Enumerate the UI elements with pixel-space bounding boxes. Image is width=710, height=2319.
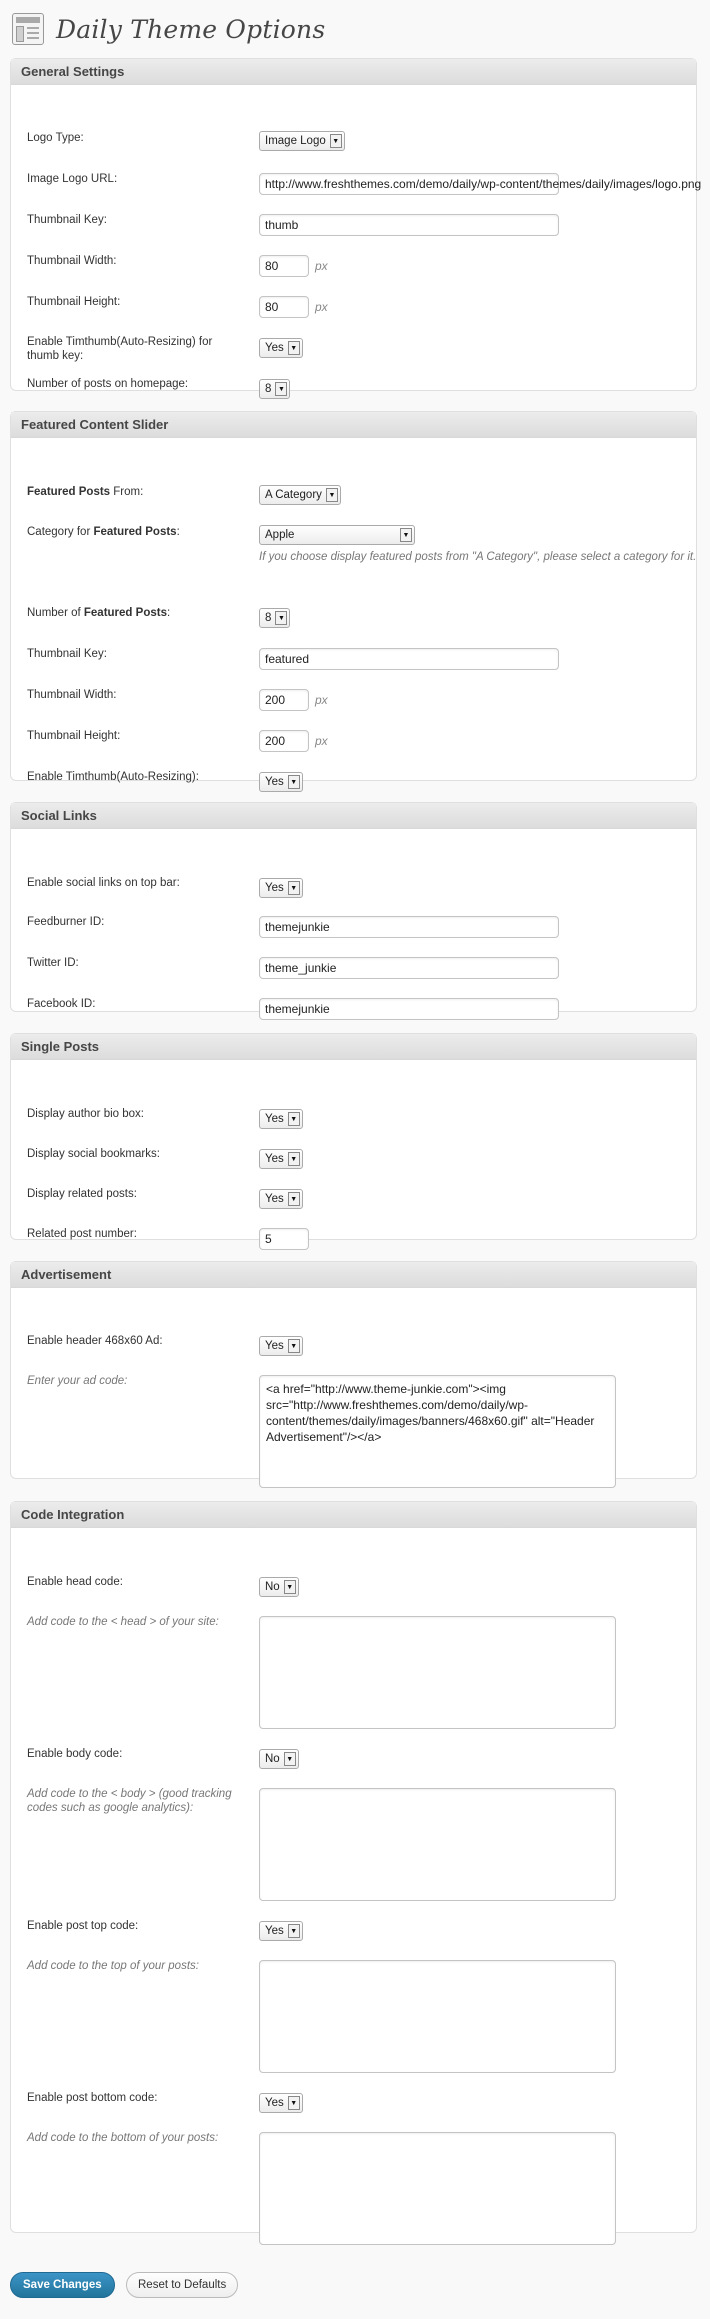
post-bottom-select[interactable]: Yes ▼ [259,2093,303,2113]
chevron-down-icon: ▼ [288,1112,300,1126]
chevron-down-icon: ▼ [288,881,300,895]
chevron-down-icon: ▼ [326,488,338,502]
body-code-textarea[interactable] [259,1788,616,1901]
head-code-enable-label: Enable head code: [27,1576,123,1588]
featured-thumb-height-label: Thumbnail Height: [27,730,121,742]
featured-slider-panel [10,411,697,788]
author-bio-select[interactable]: Yes ▼ [259,1109,303,1129]
thumb-height-input[interactable]: 80 [259,296,309,318]
featured-thumb-width-label: Thumbnail Width: [27,689,117,701]
logo-url-input[interactable]: http://www.freshthemes.com/demo/daily/wp-content/themes/daily/images/logo.png [259,173,559,195]
featured-thumb-height-input[interactable]: 200 [259,730,309,752]
related-number-input[interactable]: 5 [259,1228,309,1250]
chevron-down-icon: ▼ [288,775,300,789]
posts-homepage-label: Number of posts on homepage: [27,378,189,390]
header-ad-select[interactable]: Yes ▼ [259,1336,303,1356]
body-code-select[interactable]: No ▼ [259,1749,299,1769]
logo-type-select[interactable]: Image Logo ▼ [259,131,345,151]
head-code-select[interactable]: No ▼ [259,1577,299,1597]
social-links-panel [10,802,697,1016]
featured-number-select[interactable]: 8 ▼ [259,608,290,628]
post-top-enable-label: Enable post top code: [27,1920,139,1932]
chevron-down-icon: ▼ [275,382,287,396]
featured-thumb-width-input[interactable]: 200 [259,689,309,711]
social-enable-select[interactable]: Yes ▼ [259,878,303,898]
chevron-down-icon: ▼ [284,1580,296,1594]
page-title: Daily Theme Options [56,14,326,44]
featured-category-label: Category for Featured Posts: [27,526,180,538]
social-enable-label: Enable social links on top bar: [27,877,180,889]
chevron-down-icon: ▼ [330,134,342,148]
facebook-label: Facebook ID: [27,998,96,1010]
chevron-down-icon: ▼ [288,1339,300,1353]
thumb-key-label: Thumbnail Key: [27,214,107,226]
theme-options-icon [12,13,44,45]
panel-title: Code Integration [11,1502,696,1528]
timthumb-label: Enable Timthumb(Auto-Resizing) for thumb key: [27,336,213,362]
body-code-enable-label: Enable body code: [27,1748,123,1760]
category-help-text: If you choose display featured posts from "A Category", please select a category for it. [259,551,697,563]
chevron-down-icon: ▼ [400,528,412,542]
twitter-input[interactable]: theme_junkie [259,957,559,979]
related-posts-label: Display related posts: [27,1188,137,1200]
panel-title: Featured Content Slider [11,412,696,438]
social-bookmarks-select[interactable]: Yes ▼ [259,1149,303,1169]
timthumb-select[interactable]: Yes ▼ [259,338,303,358]
reset-defaults-button[interactable]: Reset to Defaults [126,2272,238,2298]
post-top-textarea[interactable] [259,1960,616,2073]
post-top-select[interactable]: Yes ▼ [259,1921,303,1941]
post-bottom-enable-label: Enable post bottom code: [27,2092,158,2104]
chevron-down-icon: ▼ [288,1152,300,1166]
code-integration-panel [10,1501,697,2233]
panel-title: Advertisement [11,1262,696,1288]
post-bottom-textarea[interactable] [259,2132,616,2245]
ad-code-textarea[interactable]: <a href="http://www.theme-junkie.com"><img src="http://www.freshthemes.com/demo/daily/wp-content/themes/daily/images/banners/468x60.gif" alt="Header Advertisement"/></a> [259,1375,616,1488]
posts-homepage-select[interactable]: 8 ▼ [259,379,290,399]
head-code-label: Add code to the < head > of your site: [27,1616,219,1628]
general-settings-panel [10,58,702,395]
related-number-label: Related post number: [27,1228,137,1240]
unit-label: px [315,693,328,707]
unit-label: px [315,300,328,314]
chevron-down-icon: ▼ [275,611,287,625]
related-posts-select[interactable]: Yes ▼ [259,1189,303,1209]
panel-title: Social Links [11,803,696,829]
thumb-width-input[interactable]: 80 [259,255,309,277]
author-bio-label: Display author bio box: [27,1108,144,1120]
chevron-down-icon: ▼ [284,1752,296,1766]
page-header [12,11,325,47]
featured-timthumb-select[interactable]: Yes ▼ [259,772,303,792]
body-code-label: Add code to the < body > (good tracking codes such as google analytics): [27,1788,232,1814]
featured-thumb-key-label: Thumbnail Key: [27,648,107,660]
featured-from-select[interactable]: A Category ▼ [259,485,341,505]
unit-label: px [315,259,328,273]
twitter-label: Twitter ID: [27,957,79,969]
featured-timthumb-label: Enable Timthumb(Auto-Resizing): [27,771,199,783]
chevron-down-icon: ▼ [288,1924,300,1938]
post-bottom-code-label: Add code to the bottom of your posts: [27,2132,219,2144]
thumb-height-label: Thumbnail Height: [27,296,121,308]
panel-title: Single Posts [11,1034,696,1060]
featured-thumb-key-input[interactable]: featured [259,648,559,670]
thumb-width-label: Thumbnail Width: [27,255,117,267]
featured-from-label: Featured Posts From: [27,486,144,498]
chevron-down-icon: ▼ [288,1192,300,1206]
save-changes-button[interactable]: Save Changes [10,2272,115,2298]
advertisement-panel [10,1261,697,1479]
head-code-textarea[interactable] [259,1616,616,1729]
single-posts-panel [10,1033,697,1246]
thumb-key-input[interactable]: thumb [259,214,559,236]
featured-number-label: Number of Featured Posts: [27,607,171,619]
feedburner-input[interactable]: themejunkie [259,916,559,938]
chevron-down-icon: ▼ [288,2096,300,2110]
logo-type-label: Logo Type: [27,132,84,144]
chevron-down-icon: ▼ [288,341,300,355]
unit-label: px [315,734,328,748]
logo-url-label: Image Logo URL: [27,173,118,185]
feedburner-label: Feedburner ID: [27,916,105,928]
post-top-code-label: Add code to the top of your posts: [27,1960,199,1972]
facebook-input[interactable]: themejunkie [259,998,559,1020]
header-ad-label: Enable header 468x60 Ad: [27,1335,163,1347]
featured-category-select[interactable]: Apple ▼ [259,525,415,545]
ad-code-label: Enter your ad code: [27,1375,128,1387]
social-bookmarks-label: Display social bookmarks: [27,1148,160,1160]
panel-title: General Settings [11,59,696,85]
